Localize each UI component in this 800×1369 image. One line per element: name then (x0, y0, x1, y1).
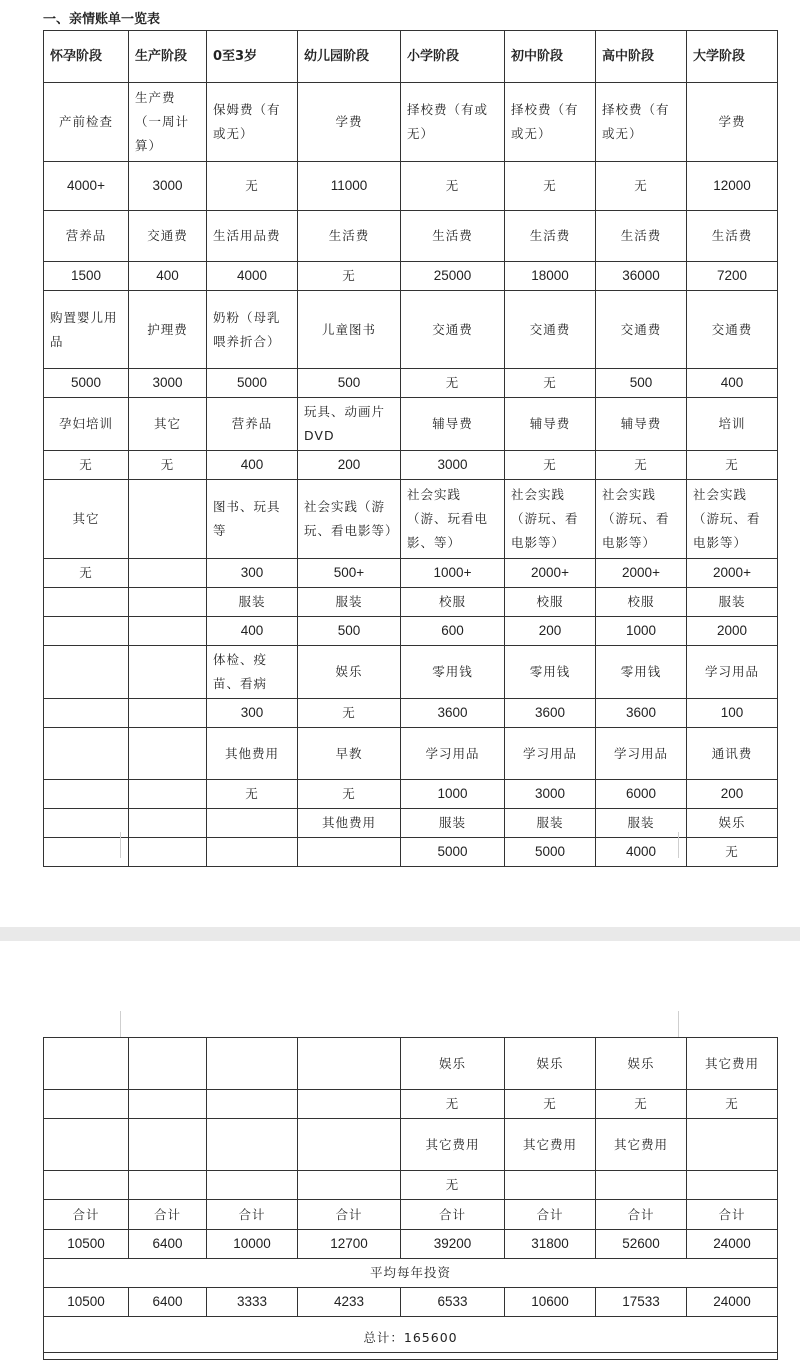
table-row (44, 809, 778, 838)
table-cell: 营养品 (44, 211, 129, 262)
table-cell: 500 (298, 369, 401, 398)
table-cell: 3333 (207, 1288, 298, 1317)
table-cell (129, 1171, 207, 1200)
column-header: 小学阶段 (401, 31, 505, 83)
table-row (44, 480, 778, 559)
table-cell: 无 (596, 162, 687, 211)
expense-table-part1 (43, 30, 778, 867)
table-cell: 购置婴儿用品 (44, 291, 129, 369)
table-cell: 10500 (44, 1230, 129, 1259)
table-cell: 其它费用 (687, 1038, 778, 1090)
column-header: 幼儿园阶段 (298, 31, 401, 83)
table-cell: 2000+ (596, 559, 687, 588)
table-cell: 300 (207, 699, 298, 728)
table-cell: 校服 (505, 588, 596, 617)
table-cell: 交通费 (505, 291, 596, 369)
column-header: 0至3岁 (207, 31, 298, 83)
table-cell: 奶粉（母乳喂养折合） (207, 291, 298, 369)
table-cell: 儿童图书 (298, 291, 401, 369)
table-cell (298, 838, 401, 867)
table-cell: 择校费（有或无） (596, 83, 687, 162)
table-cell: 零用钱 (505, 646, 596, 699)
table-cell: 培训 (687, 398, 778, 451)
table-cell: 12700 (298, 1230, 401, 1259)
table-cell (44, 1038, 129, 1090)
table-cell: 生活费 (687, 211, 778, 262)
table-cell: 娱乐 (505, 1038, 596, 1090)
table-cell: 学费 (687, 83, 778, 162)
table-cell: 交通费 (129, 211, 207, 262)
table-row (44, 262, 778, 291)
table-cell: 交通费 (401, 291, 505, 369)
column-header: 初中阶段 (505, 31, 596, 83)
table-cell: 3600 (596, 699, 687, 728)
table-cell: 无 (401, 1090, 505, 1119)
table-cell: 10500 (44, 1288, 129, 1317)
table-cell: 无 (687, 451, 778, 480)
table-cell: 无 (505, 451, 596, 480)
table-cell: 社会实践（游玩、看电影等） (596, 480, 687, 559)
table-cell: 无 (596, 1090, 687, 1119)
table-cell (44, 617, 129, 646)
table-cell: 无 (401, 1171, 505, 1200)
table-cell: 3600 (505, 699, 596, 728)
table-cell: 6000 (596, 780, 687, 809)
table-row (44, 83, 778, 162)
table-cell (298, 1090, 401, 1119)
table-cell: 服装 (687, 588, 778, 617)
table-cell (298, 1038, 401, 1090)
table-cell: 合计 (687, 1200, 778, 1230)
table-cell: 2000+ (687, 559, 778, 588)
table-cell: 6400 (129, 1230, 207, 1259)
table-cell (44, 588, 129, 617)
table-row (44, 451, 778, 480)
table-cell: 辅导费 (401, 398, 505, 451)
table-cell: 5000 (505, 838, 596, 867)
table-cell: 生活费 (596, 211, 687, 262)
table-cell (129, 728, 207, 780)
table-cell: 25000 (401, 262, 505, 291)
table-cell: 服装 (298, 588, 401, 617)
table-cell: 无 (298, 699, 401, 728)
table-cell: 社会实践（游、玩看电影、等） (401, 480, 505, 559)
totals-label-row (44, 1200, 778, 1230)
table-cell: 无 (298, 262, 401, 291)
totals-row (44, 1230, 778, 1259)
table-cell (207, 1090, 298, 1119)
table-cell: 生活费 (298, 211, 401, 262)
grand-total-row-cell: 总计：165600 (44, 1317, 778, 1360)
page-edge-mark (120, 832, 121, 858)
table-cell: 3000 (505, 780, 596, 809)
table-cell: 孕妇培训 (44, 398, 129, 451)
table-row (44, 1090, 778, 1119)
table-row (44, 1171, 778, 1200)
table-cell: 营养品 (207, 398, 298, 451)
grand-total-row (44, 1317, 778, 1360)
table-cell (129, 1119, 207, 1171)
table-cell: 1500 (44, 262, 129, 291)
table-cell (129, 780, 207, 809)
table-cell: 3600 (401, 699, 505, 728)
table-cell: 生产费（一周计算） (129, 83, 207, 162)
table-cell: 其它 (44, 480, 129, 559)
table-row (44, 162, 778, 211)
table-row (44, 211, 778, 262)
table-cell: 无 (207, 780, 298, 809)
table-cell: 无 (44, 451, 129, 480)
column-header: 高中阶段 (596, 31, 687, 83)
table-cell (207, 1171, 298, 1200)
table-cell: 服装 (505, 809, 596, 838)
table-cell (44, 1119, 129, 1171)
table-cell (687, 1171, 778, 1200)
table-cell: 体检、疫苗、看病 (207, 646, 298, 699)
table-cell: 零用钱 (596, 646, 687, 699)
table-cell: 500 (298, 617, 401, 646)
table-cell: 2000+ (505, 559, 596, 588)
table-cell: 36000 (596, 262, 687, 291)
table-cell: 5000 (207, 369, 298, 398)
table-cell: 服装 (596, 809, 687, 838)
table-cell: 31800 (505, 1230, 596, 1259)
table-cell (129, 838, 207, 867)
table-cell: 5000 (401, 838, 505, 867)
table-cell: 18000 (505, 262, 596, 291)
table-cell: 其它费用 (505, 1119, 596, 1171)
table-cell: 其它费用 (596, 1119, 687, 1171)
table-cell: 生活用品费 (207, 211, 298, 262)
table-cell: 无 (687, 1090, 778, 1119)
table-cell: 无 (505, 369, 596, 398)
table-cell: 200 (505, 617, 596, 646)
table-cell: 零用钱 (401, 646, 505, 699)
table-cell: 24000 (687, 1230, 778, 1259)
page-heading: 一、亲情账单一览表 (43, 12, 161, 27)
table-cell: 合计 (44, 1200, 129, 1230)
table-cell (129, 480, 207, 559)
table-cell (596, 1171, 687, 1200)
table-cell: 其他费用 (207, 728, 298, 780)
table-cell (129, 1038, 207, 1090)
table-row (44, 617, 778, 646)
table-cell: 社会实践（游玩、看电影等） (505, 480, 596, 559)
table-cell: 辅导费 (596, 398, 687, 451)
expense-table-part2 (43, 1037, 778, 1360)
table-cell: 学费 (298, 83, 401, 162)
table-cell: 学习用品 (505, 728, 596, 780)
table-cell: 娱乐 (596, 1038, 687, 1090)
table-cell: 合计 (596, 1200, 687, 1230)
table-cell (207, 1038, 298, 1090)
table-cell: 3000 (129, 162, 207, 211)
average-label-row (44, 1259, 778, 1288)
table-cell: 400 (207, 617, 298, 646)
table-cell: 无 (401, 162, 505, 211)
table-cell: 辅导费 (505, 398, 596, 451)
table-cell (129, 809, 207, 838)
table-cell: 择校费（有或无） (401, 83, 505, 162)
table-row (44, 291, 778, 369)
table-cell: 合计 (401, 1200, 505, 1230)
table-row (44, 588, 778, 617)
table-row (44, 369, 778, 398)
table-row (44, 1119, 778, 1171)
table-cell: 100 (687, 699, 778, 728)
table-cell: 无 (44, 559, 129, 588)
table-cell: 300 (207, 559, 298, 588)
table-cell: 早教 (298, 728, 401, 780)
table-cell: 图书、玩具等 (207, 480, 298, 559)
table-cell: 6400 (129, 1288, 207, 1317)
table-cell (44, 809, 129, 838)
table-cell: 200 (687, 780, 778, 809)
table-row (44, 559, 778, 588)
table-cell: 无 (596, 451, 687, 480)
table-cell: 无 (401, 369, 505, 398)
table-cell (298, 1119, 401, 1171)
average-row (44, 1288, 778, 1317)
table-cell: 社会实践（游玩、看电影等） (298, 480, 401, 559)
page-edge-mark (678, 1011, 679, 1037)
table-cell: 200 (298, 451, 401, 480)
table-cell: 4000+ (44, 162, 129, 211)
table-cell: 生活费 (505, 211, 596, 262)
column-header: 生产阶段 (129, 31, 207, 83)
table-cell: 服装 (401, 809, 505, 838)
table-row (44, 646, 778, 699)
table-row (44, 780, 778, 809)
table-cell (44, 728, 129, 780)
table-cell: 学习用品 (401, 728, 505, 780)
table-cell: 24000 (687, 1288, 778, 1317)
table-cell: 服装 (207, 588, 298, 617)
table-cell (207, 838, 298, 867)
table-row (44, 398, 778, 451)
table-cell: 1000+ (401, 559, 505, 588)
table-cell: 校服 (596, 588, 687, 617)
page-edge-mark (678, 832, 679, 858)
table-row (44, 699, 778, 728)
table-cell: 2000 (687, 617, 778, 646)
table-cell: 娱乐 (687, 809, 778, 838)
table-cell: 11000 (298, 162, 401, 211)
table-cell: 交通费 (596, 291, 687, 369)
column-header: 怀孕阶段 (44, 31, 129, 83)
table-cell (129, 1090, 207, 1119)
table-cell (129, 617, 207, 646)
table-cell (44, 838, 129, 867)
table-cell (44, 1171, 129, 1200)
table-cell: 3000 (401, 451, 505, 480)
table-cell: 500 (596, 369, 687, 398)
table-cell (687, 1119, 778, 1171)
table-cell: 10600 (505, 1288, 596, 1317)
table-cell: 交通费 (687, 291, 778, 369)
table-cell (44, 1090, 129, 1119)
table-cell (44, 780, 129, 809)
table-cell: 无 (505, 162, 596, 211)
table-cell (505, 1171, 596, 1200)
table-cell: 10000 (207, 1230, 298, 1259)
table-cell: 娱乐 (298, 646, 401, 699)
table-row (44, 838, 778, 867)
table-cell: 其它费用 (401, 1119, 505, 1171)
table-cell (44, 699, 129, 728)
table-cell (207, 809, 298, 838)
table-cell: 玩具、动画片DVD (298, 398, 401, 451)
table-cell: 1000 (401, 780, 505, 809)
table-cell: 无 (505, 1090, 596, 1119)
table-cell: 合计 (505, 1200, 596, 1230)
table-cell: 无 (129, 451, 207, 480)
table-bottom-border (43, 1352, 777, 1353)
table-cell: 52600 (596, 1230, 687, 1259)
table-cell: 4000 (207, 262, 298, 291)
table-cell: 无 (298, 780, 401, 809)
table-cell: 合计 (298, 1200, 401, 1230)
table-cell: 400 (687, 369, 778, 398)
table-cell (129, 588, 207, 617)
average-label-row-cell: 平均每年投资 (44, 1259, 778, 1288)
table-cell: 5000 (44, 369, 129, 398)
table-cell: 生活费 (401, 211, 505, 262)
table-cell: 护理费 (129, 291, 207, 369)
table-row (44, 728, 778, 780)
table-cell: 其它 (129, 398, 207, 451)
table-cell: 学习用品 (596, 728, 687, 780)
table-cell (298, 1171, 401, 1200)
table-cell: 400 (129, 262, 207, 291)
table-cell: 500+ (298, 559, 401, 588)
table-cell: 无 (687, 838, 778, 867)
table-row (44, 1038, 778, 1090)
table-cell: 合计 (207, 1200, 298, 1230)
table-cell: 其他费用 (298, 809, 401, 838)
table-cell: 合计 (129, 1200, 207, 1230)
table-cell: 400 (207, 451, 298, 480)
table-cell: 17533 (596, 1288, 687, 1317)
table-cell: 600 (401, 617, 505, 646)
page-break (0, 927, 800, 941)
table-cell: 12000 (687, 162, 778, 211)
table-cell: 保姆费（有或无） (207, 83, 298, 162)
table-cell: 7200 (687, 262, 778, 291)
table-cell: 4000 (596, 838, 687, 867)
table-cell: 产前检查 (44, 83, 129, 162)
table-cell: 4233 (298, 1288, 401, 1317)
table-cell: 通讯费 (687, 728, 778, 780)
page-edge-mark (120, 1011, 121, 1037)
header-row (44, 31, 778, 83)
table-cell (129, 646, 207, 699)
table-cell: 校服 (401, 588, 505, 617)
table-cell: 1000 (596, 617, 687, 646)
table-cell: 3000 (129, 369, 207, 398)
table-cell: 社会实践（游玩、看电影等） (687, 480, 778, 559)
table-cell: 学习用品 (687, 646, 778, 699)
column-header: 大学阶段 (687, 31, 778, 83)
table-cell: 择校费（有或无） (505, 83, 596, 162)
table-cell: 娱乐 (401, 1038, 505, 1090)
table-cell (207, 1119, 298, 1171)
table-cell (129, 559, 207, 588)
table-cell: 无 (207, 162, 298, 211)
table-cell: 39200 (401, 1230, 505, 1259)
table-cell: 6533 (401, 1288, 505, 1317)
table-cell (129, 699, 207, 728)
table-cell (44, 646, 129, 699)
